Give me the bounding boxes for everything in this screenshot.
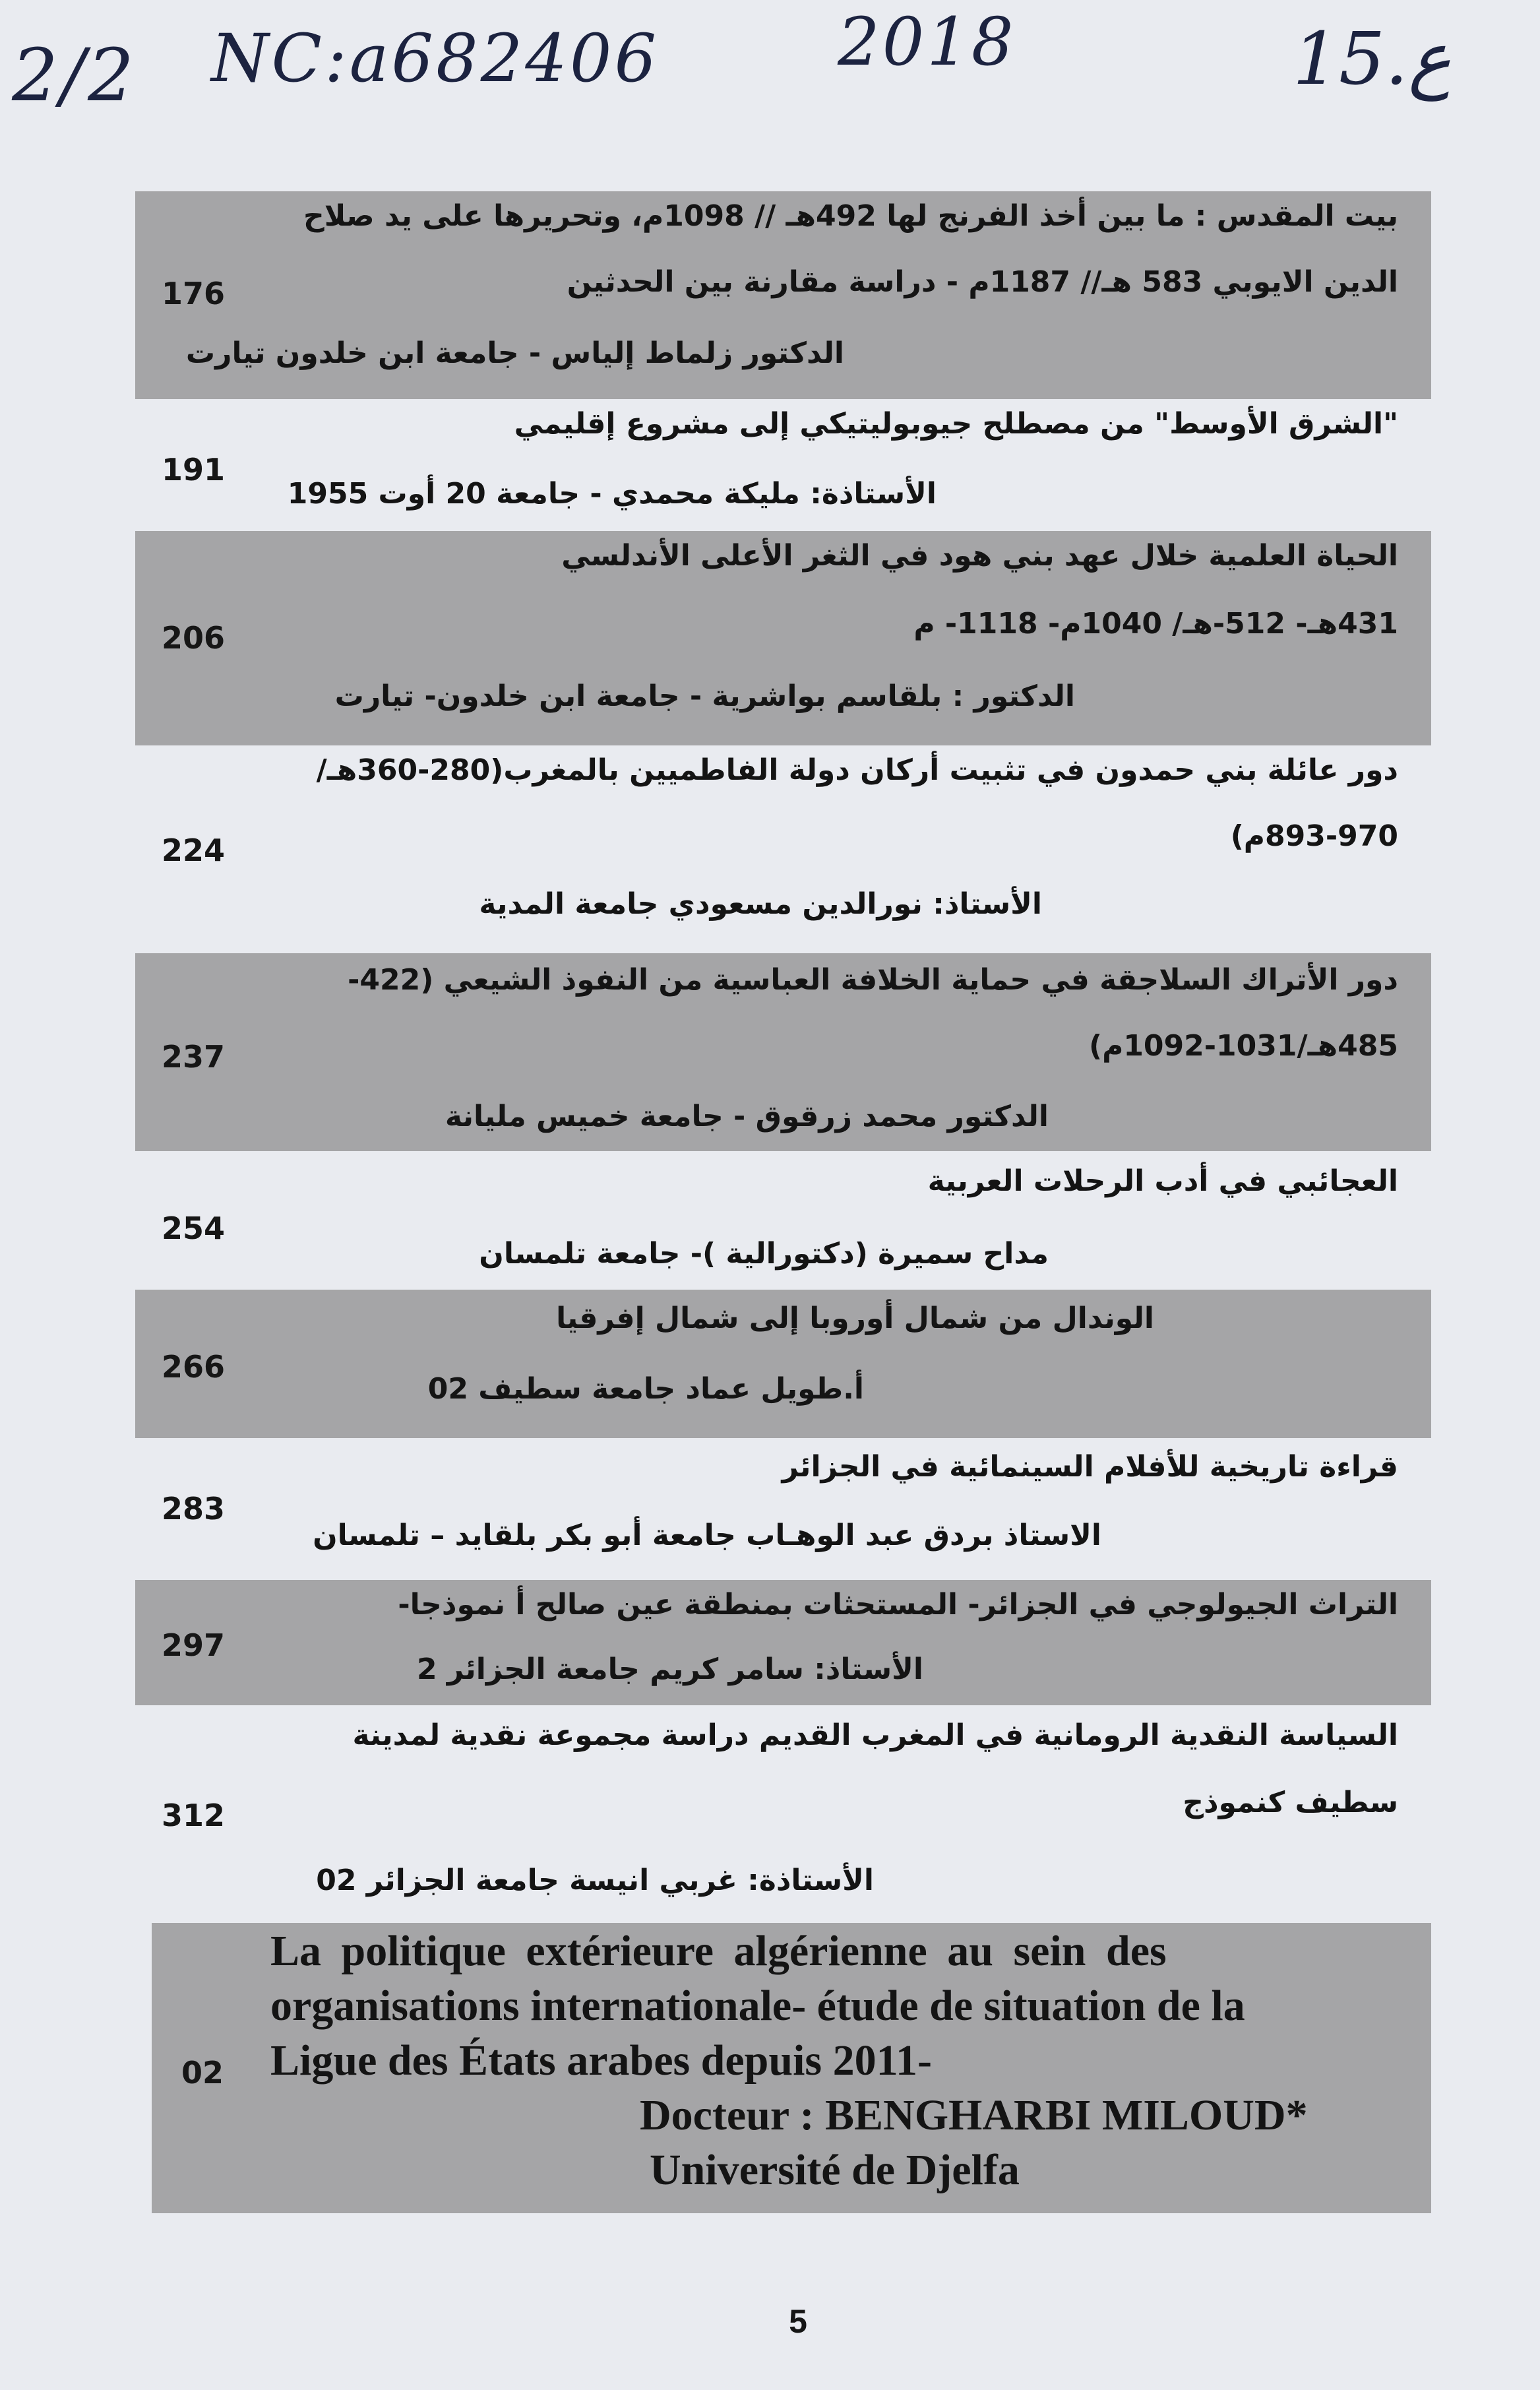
entry-page-number: 176 <box>162 276 226 311</box>
entry-author: الأستاذة: غربي انيسة جامعة الجزائر 02 <box>316 1864 874 1897</box>
entry-author: الأستاذة: مليكة محمدي - جامعة 20 أوت 1955 <box>287 477 937 511</box>
handwritten-fraction: 2/2 <box>12 33 137 117</box>
entry-title-line: التراث الجيولوجي في الجزائر- المستحثات بمنطقة عين صالح أ نموذجا- <box>398 1588 1398 1621</box>
entry-title-line: Ligue des États arabes depuis 2011- <box>270 2036 932 2085</box>
entry-page-number: 283 <box>162 1491 226 1526</box>
entry-title-line: دور الأتراك السلاجقة في حماية الخلافة العباسية من النفوذ الشيعي (422- <box>348 963 1398 997</box>
entry-title-line: بيت المقدس : ما بين أخذ الفرنج لها 492هـ // 1098م، وتحريرها على يد صلاح <box>303 199 1398 233</box>
entry-author: الدكتور : بلقاسم بواشرية - جامعة ابن خلدون- تيارت <box>334 679 1075 713</box>
entry-page-number: 206 <box>162 620 226 656</box>
handwritten-code: 15.ع <box>1293 16 1452 101</box>
toc-entry <box>135 953 1431 1151</box>
entry-title-line: قراءة تاريخية للأفلام السينمائية في الجزائر <box>782 1450 1398 1484</box>
entry-page-number: 191 <box>162 452 226 487</box>
entry-page-number: 312 <box>162 1798 226 1833</box>
entry-author: الدكتور زلماط إلياس - جامعة ابن خلدون تيارت <box>185 336 844 370</box>
toc-entry <box>135 399 1431 531</box>
entry-title-line: 485هـ/1031-1092م) <box>1088 1029 1398 1063</box>
handwritten-year: 2018 <box>838 3 1016 80</box>
entry-author: أ.طويل عماد جامعة سطيف 02 <box>427 1372 864 1406</box>
entry-author: الأستاذ: سامر كريم جامعة الجزائر 2 <box>416 1652 923 1686</box>
entry-title-line: الدين الايوبي 583 هـ// 1187م - دراسة مقارنة بين الحدثين <box>567 265 1398 299</box>
entry-title-line: 431هـ- 512-هـ/ 1040م- 1118- م <box>913 607 1398 641</box>
toc-entry <box>135 1438 1431 1580</box>
toc-entry <box>135 1705 1431 1923</box>
entry-title-line: الحياة العلمية خلال عهد بني هود في الثغر الأعلى الأندلسي <box>561 539 1398 573</box>
entry-author: الأستاذ: نورالدين مسعودي جامعة المدية <box>479 887 1042 921</box>
toc-entry <box>135 191 1431 399</box>
entry-title-line: سطيف كنموذج <box>1183 1786 1398 1819</box>
entry-page-number: 297 <box>162 1627 226 1663</box>
toc-entry <box>135 531 1431 745</box>
entry-author: مداح سميرة (دكتورالية )- جامعة تلمسان <box>479 1237 1049 1271</box>
entry-author: الدكتور محمد زرقوق - جامعة خميس مليانة <box>445 1100 1049 1133</box>
entry-page-number: 266 <box>162 1349 226 1385</box>
entry-affiliation: Université de Djelfa <box>650 2146 1020 2194</box>
entry-author: Docteur : BENGHARBI MILOUD* <box>640 2091 1308 2139</box>
entry-title-line: الوندال من شمال أوروبا إلى شمال إفرقيا <box>556 1302 1154 1335</box>
toc-entry <box>152 1923 1431 2213</box>
entry-page-number: 02 <box>181 2055 224 2091</box>
toc-entry <box>135 1580 1431 1705</box>
entry-author: الاستاذ بردق عبد الوهـاب جامعة أبو بكر بلقايد – تلمسان <box>313 1519 1101 1552</box>
entry-title-line: العجائبي في أدب الرحلات العربية <box>927 1164 1398 1198</box>
handwritten-nc-number: NC:a682406 <box>211 20 660 97</box>
toc-entry <box>135 745 1431 953</box>
entry-title-line: La politique extérieure algérienne au sein des <box>270 1927 1167 1975</box>
entry-title-line: 893-970م) <box>1230 819 1398 853</box>
toc-entry <box>135 1151 1431 1290</box>
entry-page-number: 237 <box>162 1039 226 1075</box>
entry-title-line: "الشرق الأوسط" من مصطلح جيوبوليتيكي إلى مشروع إقليمي <box>514 407 1398 441</box>
entry-title-line: السياسة النقدية الرومانية في المغرب القديم دراسة مجموعة نقدية لمدينة <box>352 1718 1398 1752</box>
entry-page-number: 224 <box>162 833 226 868</box>
entry-title-line: organisations internationale- étude de situation de la <box>270 1982 1245 2030</box>
toc-entry <box>135 1290 1431 1438</box>
entry-page-number: 254 <box>162 1211 226 1246</box>
entry-title-line: دور عائلة بني حمدون في تثبيت أركان دولة الفاطميين بالمغرب(280-360هـ/ <box>316 753 1398 787</box>
page-number: 5 <box>789 2303 807 2340</box>
